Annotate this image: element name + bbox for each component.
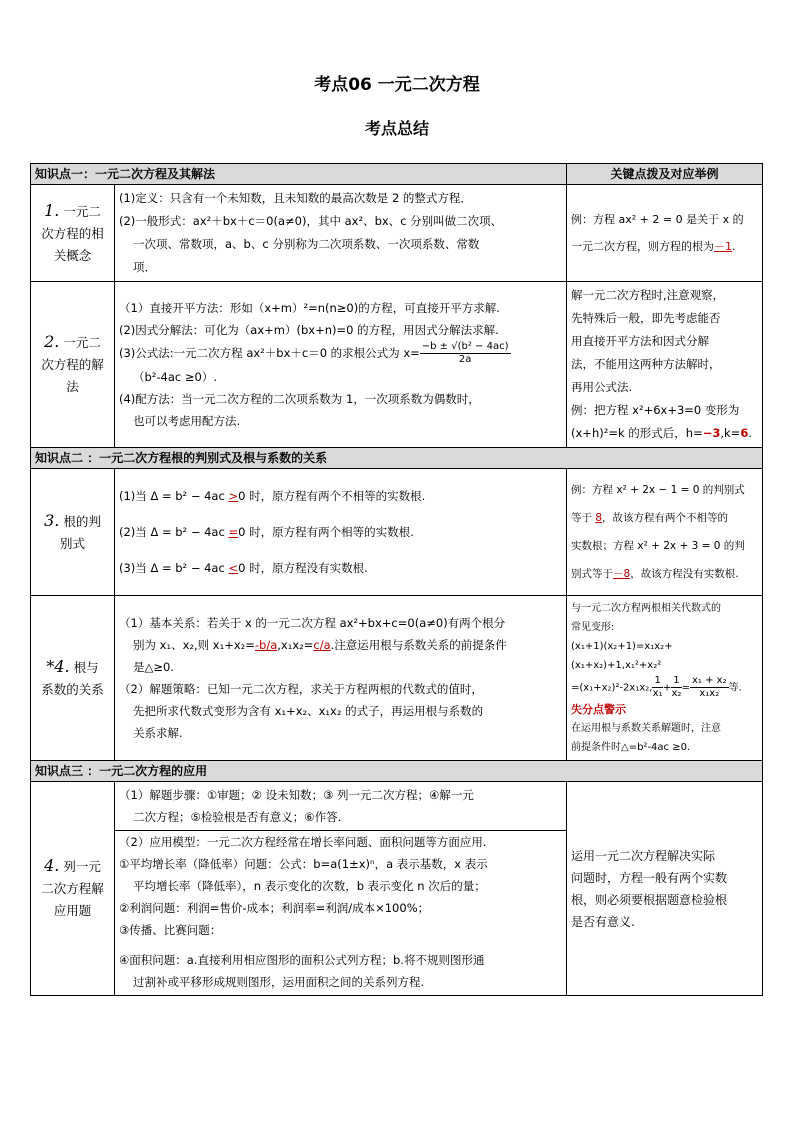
row-label	[31, 782, 115, 996]
example-line: 用直接开平方法和因式分解	[571, 334, 710, 348]
example-line: 根，则必须要根据题意检验根	[571, 892, 728, 907]
content-text: .注意运用根与系数关系的前提条件	[330, 638, 507, 652]
row-number: 2.	[44, 332, 60, 351]
fraction	[690, 675, 729, 700]
table-row	[31, 469, 763, 596]
row-label-text: 根的判别式	[59, 513, 101, 551]
row-example	[567, 185, 763, 282]
section-header-3	[31, 761, 763, 782]
section-key-points-header: 关键点拨及对应举例	[567, 164, 763, 185]
example-punct: .	[748, 426, 752, 440]
content-line: ②利润问题：利润=售价-成本；利润率=利润/成本×100%；	[119, 901, 430, 915]
content-line: 过割补或平移形成规则图形，运用面积之间的关系列方程.	[133, 975, 425, 989]
content-line: （1）直接开平方法：形如（x+m）²=n(n≥0)的方程，可直接开平方求解.	[119, 301, 500, 315]
table-row	[31, 185, 763, 282]
content-line: 先把所求代数式变形为含有 x₁+x₂、x₁x₂ 的式子，再运用根与系数的	[133, 704, 484, 718]
fraction-denominator: x₂	[671, 688, 682, 699]
row-example	[567, 282, 763, 448]
content-line: 二次方程；⑤检验根是否有意义；⑥作答.	[133, 810, 342, 824]
content-text: 别为 x₁、x₂,则 x₁+x₂=	[133, 638, 255, 652]
table-row	[31, 282, 763, 448]
warning-heading: 失分点警示	[571, 703, 627, 716]
answer-blank: －8	[613, 568, 631, 580]
content-line: (2)因式分解法：可化为（ax+m）(bx+n)=0 的方程，用因式分解法求解.	[119, 323, 499, 337]
row-content	[115, 185, 567, 282]
content-line: （b²-4ac ≥0）.	[133, 370, 218, 384]
content-line: 项．	[133, 260, 156, 274]
content-text: (3)当 Δ = b² − 4ac	[119, 561, 229, 575]
formula-numerator: −b ± √(b² − 4ac)	[421, 341, 509, 352]
content-line	[119, 478, 562, 514]
fraction-numerator: x₁ + x₂	[691, 675, 727, 686]
content-line: (2)一般形式：ax²＋bx＋c＝0(a≠0)，其中 ax²、bx、c 分别叫做二次项、	[119, 214, 503, 228]
example-text: 等于	[571, 512, 596, 524]
content-line: 关系求解.	[133, 726, 183, 740]
row-label-text: 根与系数的关系	[41, 659, 104, 697]
example-line: (x₁+1)(x₂+1)=x₁x₂+(x₁+x₂)+1,x₁²+x₂²	[571, 641, 673, 671]
example-punct: ,k=	[720, 426, 741, 440]
row-example	[567, 469, 763, 596]
row-label-text: 一元二次方程的相关概念	[41, 203, 104, 263]
content-line	[119, 550, 562, 586]
fraction-numerator: 1	[673, 675, 680, 686]
math-operator: +	[662, 682, 672, 694]
row-example	[567, 596, 763, 761]
row-label	[31, 469, 115, 596]
summary-table	[30, 163, 763, 996]
answer-product: c/a	[313, 638, 331, 652]
row-number: 1.	[44, 200, 60, 220]
row-label	[31, 596, 115, 761]
example-text: ，故该方程有两个不相等的	[602, 512, 729, 524]
content-line	[119, 514, 562, 550]
row-label	[31, 185, 115, 282]
row-label	[31, 282, 115, 448]
row-content	[115, 469, 567, 596]
content-line: (1)定义：只含有一个未知数，且未知数的最高次数是 2 的整式方程．	[119, 191, 472, 205]
example-line: 一元二次方程，则方程的根为	[571, 240, 715, 253]
fraction	[671, 675, 681, 700]
content-text: 0 时，原方程有两个相等的实数根.	[238, 525, 414, 539]
answer-blank: －1	[714, 240, 733, 253]
fraction	[652, 675, 662, 700]
application-models	[115, 830, 566, 993]
row-number: *4.	[46, 656, 70, 676]
section-title: 知识点三 ：一元二次方程的应用	[31, 761, 763, 782]
content-line: 一次项、常数项，a、b、c 分别称为二次项系数、一次项系数、常数	[133, 237, 480, 251]
table-row	[31, 782, 763, 996]
answer-sum: -b/a	[254, 638, 278, 652]
row-number: 3.	[44, 510, 60, 530]
section-header-1	[31, 164, 763, 185]
example-line: 运用一元二次方程解决实际	[571, 848, 716, 863]
row-content	[115, 596, 567, 761]
example-text: ，故该方程没有实数根.	[630, 568, 739, 580]
page-subtitle: 考点总结	[364, 119, 429, 138]
example-line	[571, 504, 758, 532]
content-line: (4)配方法：当一元二次方程的二次项系数为 1，一次项系数为偶数时，	[119, 392, 480, 406]
example-text: 等.	[728, 682, 742, 694]
content-text: (1)当 Δ = b² − 4ac	[119, 489, 229, 503]
example-line: 法，不能用这两种方法解时，	[571, 357, 721, 371]
row-label-text: 列一元二次方程解应用题	[41, 859, 104, 918]
example-line: 与一元二次方程两根相关代数式的	[571, 603, 722, 614]
content-line: ④面积问题：a.直接利用相应图形的面积公式列方程；b.将不规则图形通	[119, 953, 485, 967]
content-line: 也可以考虑用配方法.	[133, 414, 241, 428]
table-row	[31, 596, 763, 761]
row-number: 4.	[44, 856, 60, 875]
content-line	[119, 634, 562, 656]
example-line: 实数根；方程 x² + 2x + 3 = 0 的判	[571, 540, 745, 552]
content-line: （1）解题步骤：①审题；② 设未知数；③ 列一元二次方程；④解一元	[119, 788, 474, 802]
formula-text: (3)公式法:一元二次方程 ax²＋bx＋c＝0 的求根公式为 x=	[119, 346, 420, 360]
example-line	[571, 560, 758, 588]
quadratic-formula	[420, 341, 511, 366]
formula-denominator: 2a	[458, 354, 472, 365]
answer-k: 6	[740, 426, 749, 440]
row-content	[115, 282, 567, 448]
section-header-2	[31, 448, 763, 469]
example-line: 问题时，方程一般有两个实数	[571, 870, 728, 885]
content-line: （2）解题策略：已知一元二次方程，求关于方程两根的代数式的值时，	[119, 682, 483, 696]
content-line: ③传播、比赛问题：	[119, 923, 222, 937]
example-line	[571, 675, 758, 700]
math-operator: =	[681, 682, 690, 694]
section-title: 知识点一：一元二次方程及其解法	[31, 164, 567, 185]
page-title: 考点06 一元二次方程	[314, 75, 480, 95]
content-line: （2）应用模型：一元二次方程经常在增长率问题、面积问题等方面应用.	[119, 835, 487, 849]
content-text: 0 时，原方程没有实数根.	[238, 561, 368, 575]
content-line: 是△≥0.	[133, 660, 174, 674]
example-line: 例：方程 ax² + 2 = 0 是关于 x 的	[571, 213, 744, 226]
example-line: 例：把方程 x²+6x+3=0 变形为	[571, 403, 740, 417]
content-text: 0 时，原方程有两个不相等的实数根.	[238, 489, 426, 503]
example-line: 前提条件时△=b²-4ac ≥0.	[571, 742, 691, 753]
fraction-denominator: x₁	[652, 688, 663, 699]
content-line	[119, 341, 562, 366]
example-text: =(x₁+x₂)²-2x₁x₂,	[571, 682, 653, 694]
answer-h: −3	[702, 426, 721, 440]
fraction-numerator: 1	[654, 675, 661, 686]
row-label-text: 一元二次方程的解法	[41, 335, 104, 394]
content-line: （1）基本关系：若关于 x 的一元二次方程 ax²+bx+c=0(a≠0)有两个根分	[119, 616, 506, 630]
example-line: 再用公式法.	[571, 380, 633, 394]
example-punct: .	[732, 240, 736, 253]
example-line: 在运用根与系数关系解题时，注意	[571, 723, 722, 734]
relation-sign: =	[228, 525, 239, 539]
content-line: ①平均增长率（降低率）问题：公式：b=a(1±x)ⁿ，a 表示基数，x 表示	[119, 857, 488, 871]
example-text: 别式等于	[571, 568, 614, 580]
row-content	[115, 782, 567, 996]
content-text: ,x₁x₂=	[277, 638, 314, 652]
relation-sign: <	[228, 561, 239, 575]
answer-blank: 8	[595, 512, 603, 524]
content-line: 平均增长率（降低率），n 表示变化的次数，b 表示变化 n 次后的量；	[133, 879, 486, 893]
example-line: (x+h)²=k 的形式后，h=	[571, 426, 703, 440]
example-line: 常见变形:	[571, 622, 615, 633]
fraction-denominator: x₁x₂	[699, 688, 720, 699]
section-title: 知识点二 ：一元二次方程根的判别式及根与系数的关系	[31, 448, 763, 469]
example-line: 例：方程 x² + 2x − 1 = 0 的判别式	[571, 484, 745, 496]
row-example	[567, 782, 763, 996]
example-line: 是否有意义.	[571, 914, 635, 929]
example-line: 解一元二次方程时,注意观察，	[571, 288, 725, 302]
relation-sign: >	[228, 489, 239, 503]
example-line: 先特殊后一般，即先考虑能否	[571, 311, 721, 325]
content-text: (2)当 Δ = b² − 4ac	[119, 525, 229, 539]
